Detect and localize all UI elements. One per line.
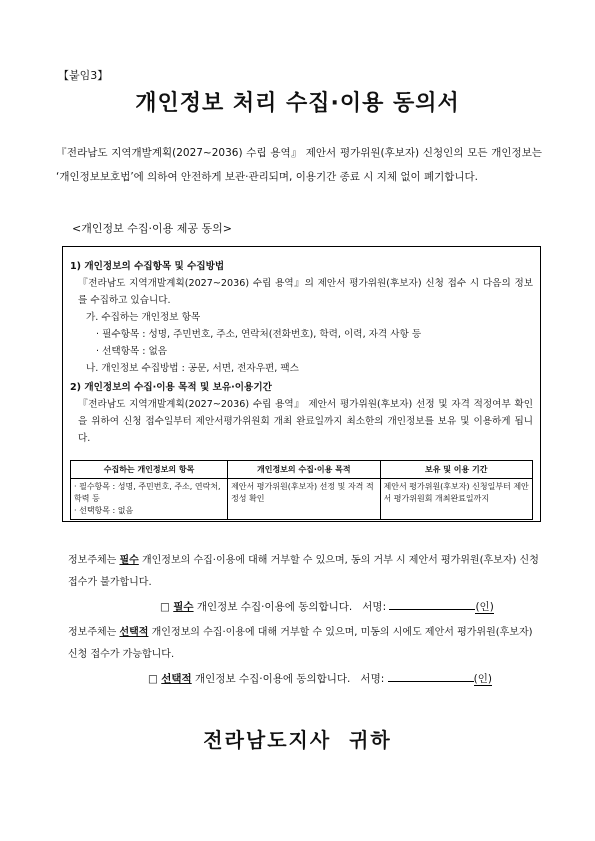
required-keyword: 필수: [119, 555, 139, 566]
required-consent-checkbox[interactable]: □: [160, 601, 170, 613]
attachment-label: 【붙임3】: [58, 69, 109, 82]
required-items: · 필수항목 : 성명, 주민번호, 주소, 연락처(전화번호), 학력, 이력, 자격 사항 등: [96, 329, 422, 340]
optional-consent-line: [148, 670, 540, 686]
section1-body: 『전라남도 지역개발계획(2027~2036) 수립 용역』의 제안서 평가위원(후보자) 신청 접수 시 다음의 정보를 수집하고 있습니다.: [78, 278, 533, 306]
table-cell-purpose: 제안서 평가위원(후보자) 선정 및 자격 적정성 확인: [228, 479, 380, 520]
required-sign-label: 서명:: [362, 601, 387, 613]
table-header: 보유 및 이용 기간: [380, 461, 532, 479]
table-header: 개인정보의 수집·이용 목적: [228, 461, 380, 479]
intro-paragraph: 『전라남도 지역개발계획(2027~2036) 수립 용역』 제안서 평가위원(후보자) 신청인의 모든 개인정보는 ‘개인정보보호법’에 의하여 안전하게 보관·관리되며, 이용기간 종료 시 지체 없이 폐기합니다.: [56, 147, 542, 183]
optional-signature-field[interactable]: [388, 670, 474, 682]
required-signature-field[interactable]: [389, 598, 475, 610]
section1-item-na: 나. 개인정보 수집방법 : 공문, 서면, 전자우편, 팩스: [86, 363, 299, 374]
table-cell-items: [71, 479, 228, 520]
table-cell-period: 제안서 평가위원(후보자) 신청일부터 제안서 평가위원회 개최완료일까지: [380, 479, 532, 520]
optional-items: · 선택항목 : 없음: [96, 346, 168, 357]
required-consent-keyword: 필수: [173, 601, 194, 613]
section-subtitle: <개인정보 수집·이용 제공 동의>: [72, 222, 232, 235]
table-items-required: · 필수항목 : 성명, 주민번호, 주소, 연락처, 학력 등: [74, 482, 221, 503]
consent-info-box: [62, 246, 541, 522]
optional-consent-checkbox[interactable]: □: [148, 673, 158, 685]
table-row: [71, 479, 533, 520]
table-items-optional: · 선택항목 : 없음: [74, 506, 134, 515]
required-seal: (인): [475, 601, 494, 613]
section1-heading: 1) 개인정보의 수집항목 및 수집방법: [70, 261, 225, 272]
section2-body: 『전라남도 지역개발계획(2027~2036) 수립 용역』 제안서 평가위원(후보자) 선정 및 자격 적정여부 확인을 위하여 신청 접수일부터 제안서평가위원회 개최 완료일까지 최소한의 개인정보를 보유 및 이용하게 됩니다.: [78, 399, 533, 444]
table-header: 수집하는 개인정보의 항목: [71, 461, 228, 479]
optional-sign-label: 서명:: [360, 673, 385, 685]
optional-consent-text: 개인정보 수집·이용에 동의합니다.: [191, 673, 351, 685]
section1-item-ga: 가. 수집하는 개인정보 항목: [86, 312, 201, 323]
required-notice: 정보주체는 필수 개인정보의 수집·이용에 대해 거부할 수 있으며, 동의 거부 시 제안서 평가위원(후보자) 신청 접수가 불가합니다.: [68, 555, 539, 588]
required-consent-text: 개인정보 수집·이용에 동의합니다.: [193, 601, 353, 613]
document-title: 개인정보 처리 수집·이용 동의서: [135, 91, 460, 116]
optional-consent-keyword: 선택적: [161, 673, 192, 685]
section2-heading: 2) 개인정보의 수집·이용 목적 및 보유·이용기간: [70, 382, 272, 393]
optional-keyword: 선택적: [119, 627, 149, 638]
optional-seal: (인): [473, 673, 492, 685]
info-table: [70, 460, 533, 520]
optional-notice: 정보주체는 선택적 개인정보의 수집·이용에 대해 거부할 수 있으며, 미동의 시에도 제안서 평가위원(후보자) 신청 접수가 가능합니다.: [68, 627, 533, 660]
required-consent-line: [160, 598, 540, 614]
addressee: 전라남도지사 귀하: [203, 728, 392, 752]
